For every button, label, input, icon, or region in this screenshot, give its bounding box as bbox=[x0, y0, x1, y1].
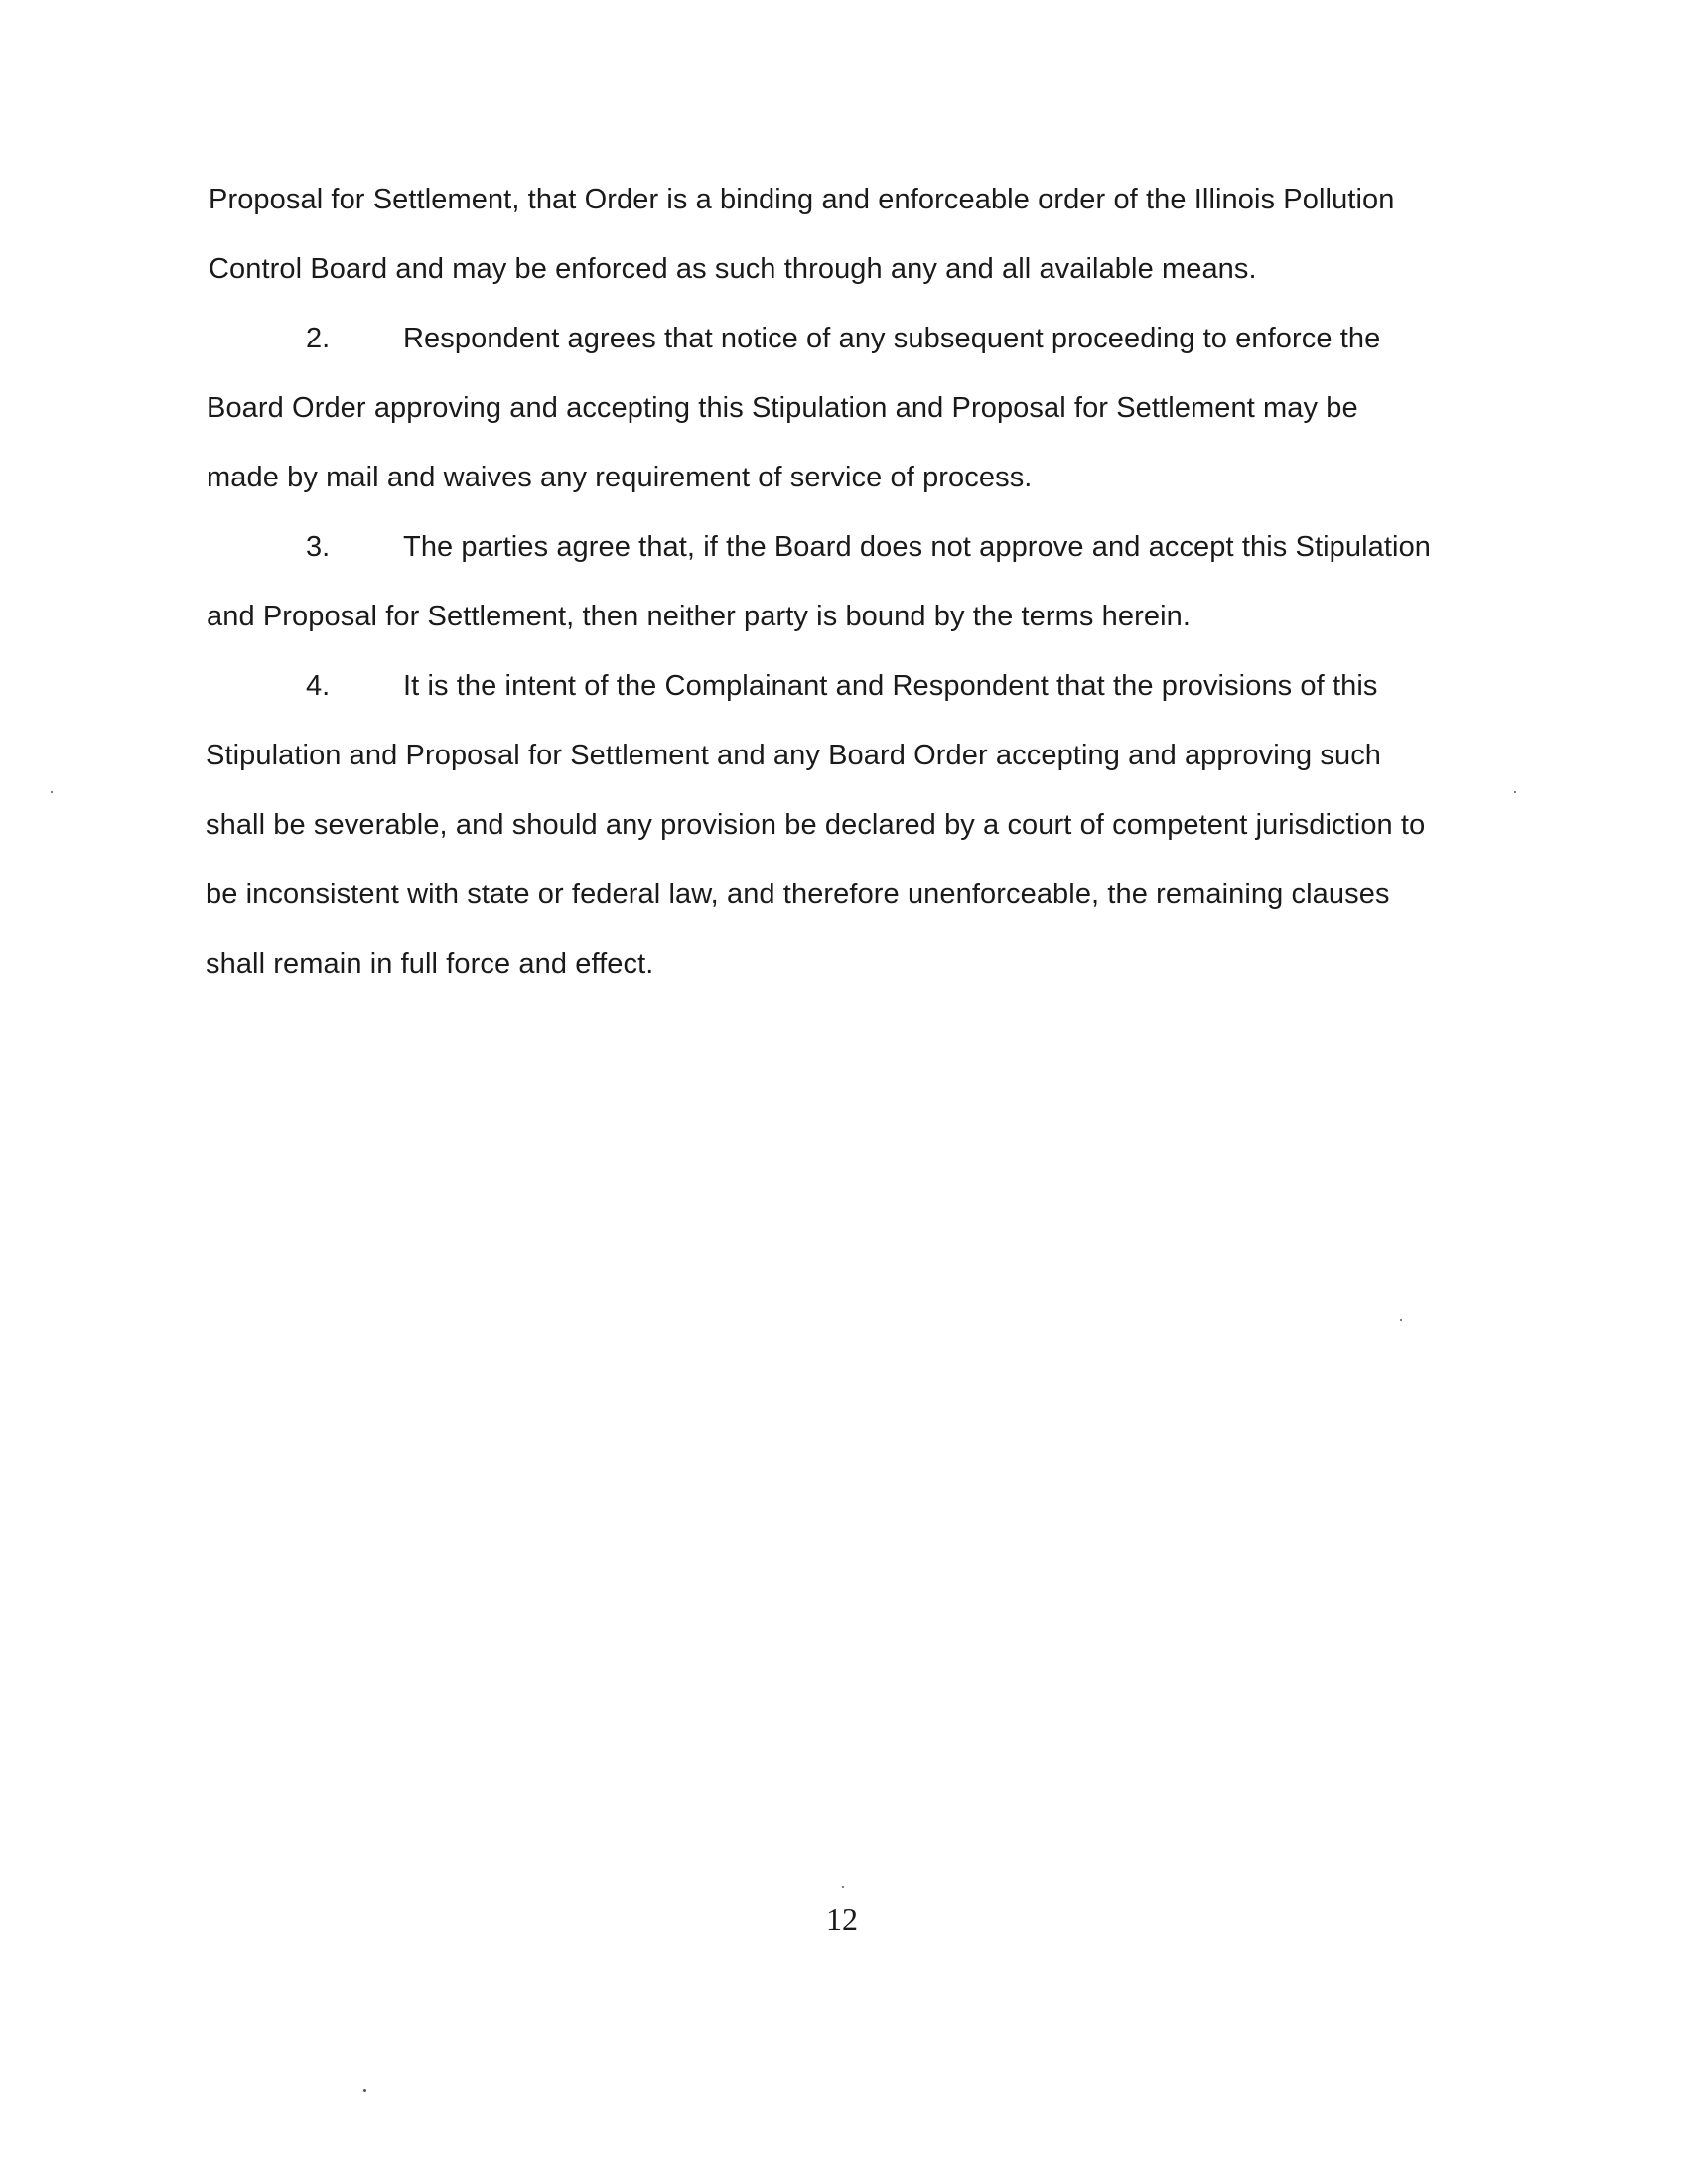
scan-speck bbox=[363, 2089, 366, 2092]
scan-speck bbox=[842, 1886, 844, 1888]
paragraph-number: 3. bbox=[306, 531, 331, 563]
text-line: Control Board and may be enforced as such through any and all available means. bbox=[209, 253, 1257, 285]
text-line: and Proposal for Settlement, then neither party is bound by the terms herein. bbox=[207, 601, 1192, 632]
text-line: Proposal for Settlement, that Order is a binding and enforceable order of the Illinois Pollution bbox=[209, 184, 1395, 215]
text-line: made by mail and waives any requirement of service of process. bbox=[207, 462, 1033, 493]
text-line: Respondent agrees that notice of any subsequent proceeding to enforce the bbox=[403, 323, 1381, 354]
text-line: It is the intent of the Complainant and Respondent that the provisions of this bbox=[403, 670, 1378, 702]
scan-speck bbox=[1514, 791, 1516, 793]
scan-speck bbox=[1400, 1319, 1402, 1321]
scan-speck bbox=[51, 791, 53, 793]
page-number: 12 bbox=[826, 1901, 858, 1937]
paragraph-number: 2. bbox=[306, 323, 331, 354]
text-line: be inconsistent with state or federal law, and therefore unenforceable, the remaining clauses bbox=[206, 879, 1390, 910]
paragraph-number: 4. bbox=[306, 670, 331, 702]
text-line: shall remain in full force and effect. bbox=[206, 948, 654, 980]
text-line: Board Order approving and accepting this Stipulation and Proposal for Settlement may be bbox=[207, 392, 1358, 424]
text-line: The parties agree that, if the Board does not approve and accept this Stipulation bbox=[403, 531, 1432, 563]
text-line: Stipulation and Proposal for Settlement and any Board Order accepting and approving such bbox=[206, 740, 1382, 771]
text-line: shall be severable, and should any provision be declared by a court of competent jurisdiction to bbox=[206, 809, 1426, 841]
